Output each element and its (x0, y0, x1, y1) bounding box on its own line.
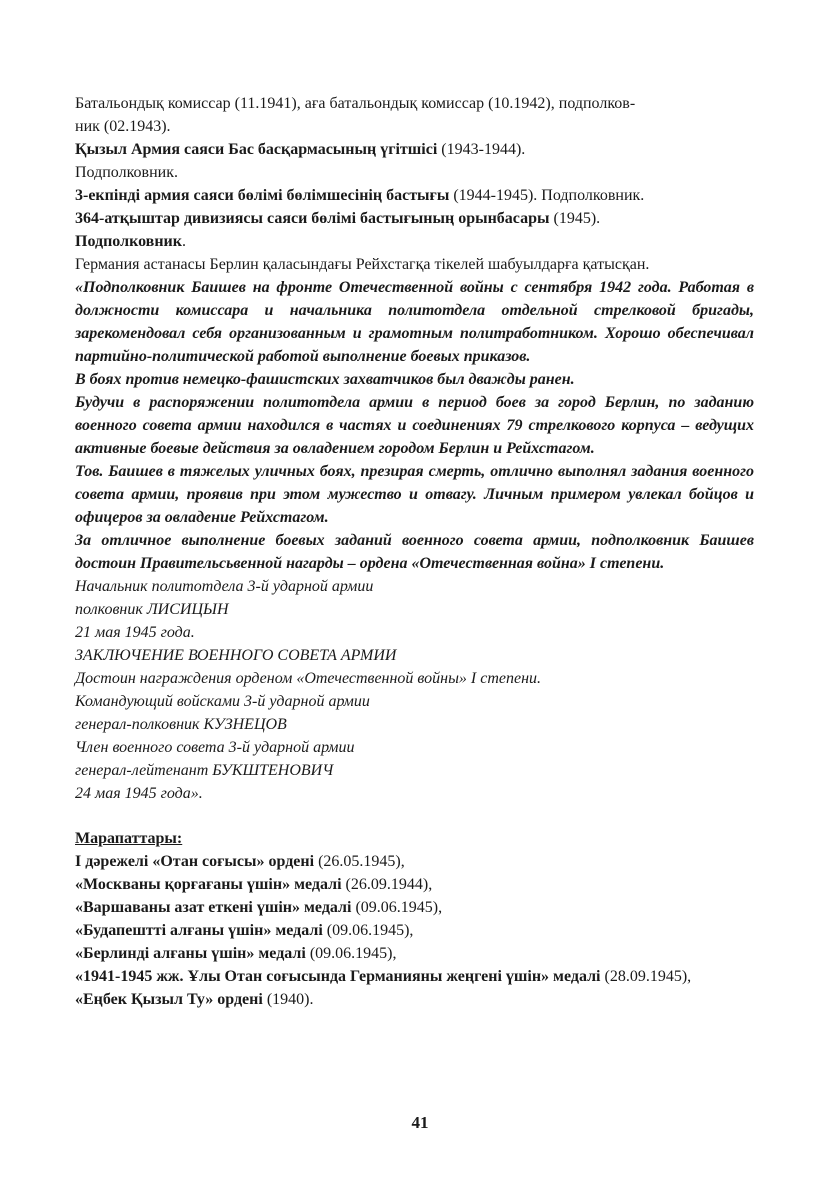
signature-line: 24 мая 1945 года». (75, 785, 203, 802)
career-line: Подполковник. (75, 233, 186, 250)
signature-line: Начальник политотдела 3-й ударной армии (75, 578, 374, 595)
award-item: «Будапештті алғаны үшін» медалі (09.06.1945), (75, 922, 414, 939)
awards-section (75, 827, 754, 1011)
awards-heading: Марапаттары: (75, 830, 183, 847)
citation-paragraph: «Подполковник Баишев на фронте Отечественной войны с сентября 1942 года. Работая в должности комиссара и начальника политотдела отдельной стрелковой бригады, зарекомендовал себя организованным и грамотным политработником. Хорошо обеспечивал партийно-политической работой выполнение боевых приказов. (75, 279, 754, 365)
career-line: Подполковник. (75, 164, 178, 181)
award-item: «Варшаваны азат еткені үшін» медалі (09.06.1945), (75, 899, 443, 916)
citation-paragraph: В боях против немецко-фашистских захватчиков был дважды ранен. (75, 371, 575, 388)
citation-paragraph: За отличное выполнение боевых заданий военного совета армии, подполковник Баишев достоин Правительсьвенной нагарды – ордена «Отечественная война» I степени. (75, 532, 754, 572)
signature-line: генерал-лейтенант БУКШТЕНОВИЧ (75, 762, 334, 779)
signature-line: полковник ЛИСИЦЫН (75, 601, 229, 618)
signature-line: Достоин награждения орденом «Отечественной войны» I степени. (75, 670, 542, 687)
career-section (75, 92, 754, 253)
career-line: 3-екпінді армия саяси бөлімі бөлімшесінің бастығы (1944-1945). Подполковник. (75, 187, 645, 204)
signature-line: Член военного совета 3-й ударной армии (75, 739, 355, 756)
award-item: I дәрежелі «Отан соғысы» ордені (26.05.1945), (75, 853, 405, 870)
award-item: «1941-1945 жж. Ұлы Отан соғысында Германияны жеңгені үшін» медалі (28.09.1945), (75, 968, 692, 985)
career-line: Батальондық комиссар (11.1941), аға батальондық комиссар (10.1942), подполков- (75, 95, 636, 112)
signature-line: генерал-полковник КУЗНЕЦОВ (75, 716, 287, 733)
citation-section (75, 276, 754, 575)
page-number: 41 (411, 1113, 429, 1132)
citation-paragraph: Тов. Баишев в тяжелых уличных боях, презирая смерть, отлично выполнял задания военного совета армии, проявив при этом мужество и отвагу. Личным примером увлекал бойцов и офицеров за овладение Рейхстагом. (75, 463, 754, 526)
career-line: Қызыл Армия саяси Бас басқармасының үгітшісі (1943-1944). (75, 141, 526, 158)
award-item: «Берлинді алғаны үшін» медалі (09.06.1945), (75, 945, 397, 962)
berlin-paragraph: Германия астанасы Берлин қаласындағы Рейхстагқа тікелей шабуылдарға қатысқан. (75, 256, 650, 273)
career-line: 364-атқыштар дивизиясы саяси бөлімі бастығының орынбасары (1945). (75, 210, 601, 227)
citation-paragraph: Будучи в распоряжении политотдела армии в период боев за город Берлин, по заданию военного совета армии находился в частях и соединениях 79 стрелкового корпуса – ведущих активные боевые действия за овладением городом Берлин и Рейхстагом. (75, 394, 754, 457)
signature-line: Командующий войсками 3-й ударной армии (75, 693, 370, 710)
signature-line: ЗАКЛЮЧЕНИЕ ВОЕННОГО СОВЕТА АРМИИ (75, 647, 397, 664)
signature-block (75, 575, 754, 805)
award-item: «Москваны қорғағаны үшін» медалі (26.09.1944), (75, 876, 433, 893)
signature-line: 21 мая 1945 года. (75, 624, 195, 641)
career-line: ник (02.1943). (75, 118, 171, 135)
award-item: «Еңбек Қызыл Ту» ордені (1940). (75, 991, 314, 1008)
